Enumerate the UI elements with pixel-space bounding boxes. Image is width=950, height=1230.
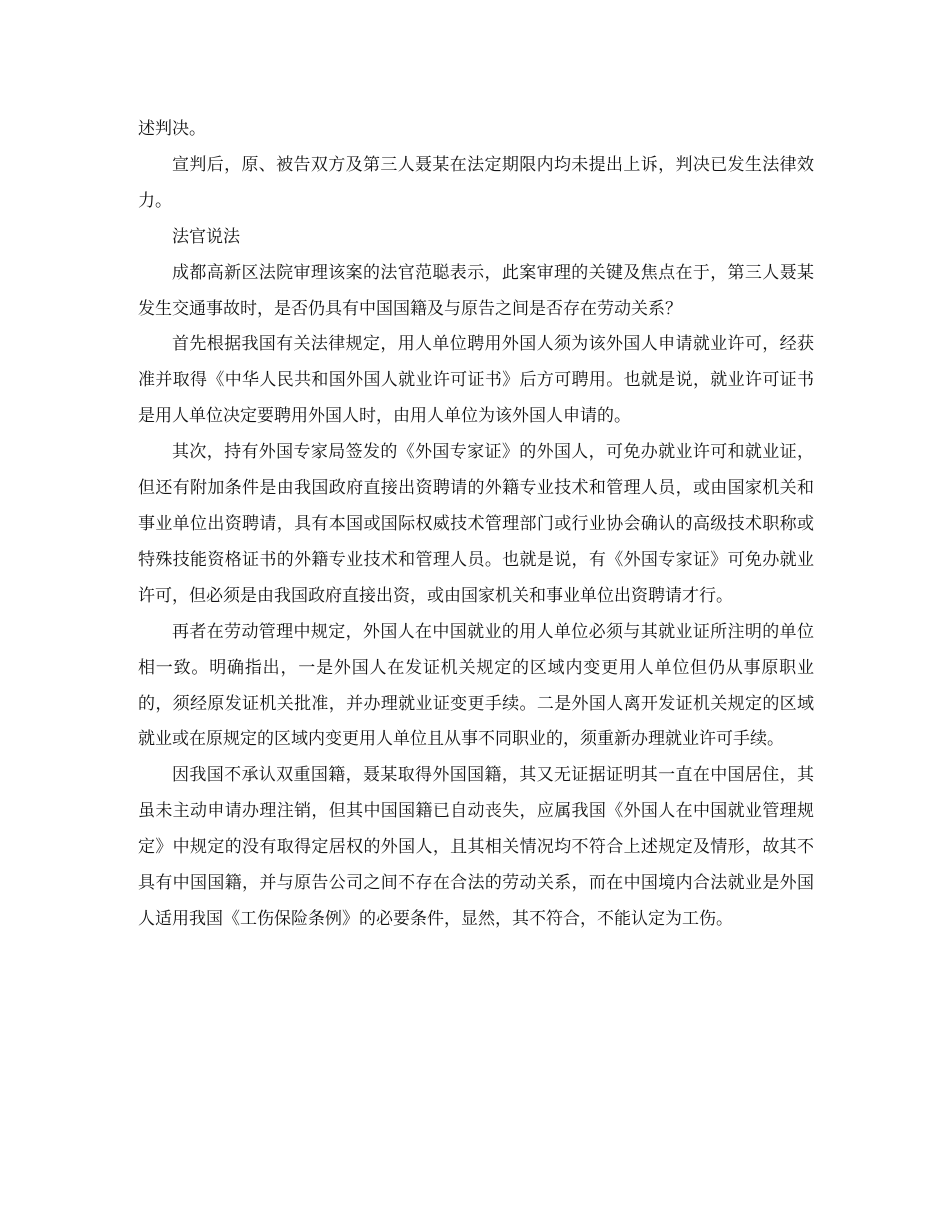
paragraph-8: 因我国不承认双重国籍，聂某取得外国国籍，其又无证据证明其一直在中国居住，其虽未主动申请办理注销，但其中国国籍已自动丧失，应属我国《外国人在中国就业管理规定》中规定的没有取得定居权的外国人，且其相关情况均不符合上述规定及情形，故其不具有中国国籍，并与原告公司之间不存在合法的劳动关系，而在中国境内合法就业是外国人适用我国《工伤保险条例》的必要条件，显然，其不符合，不能认定为工伤。 bbox=[138, 765, 814, 929]
paragraph-4: 成都高新区法院审理该案的法官范聪表示，此案审理的关键及焦点在于，第三人聂某发生交通事故时，是否仍具有中国国籍及与原告之间是否存在劳动关系？ bbox=[138, 262, 814, 319]
document-body bbox=[138, 112, 814, 938]
paragraph-2: 宣判后，原、被告双方及第三人聂某在法定期限内均未提出上诉，判决已发生法律效力。 bbox=[138, 154, 814, 211]
paragraph-7: 再者在劳动管理中规定，外国人在中国就业的用人单位必须与其就业证所注明的单位相一致。明确指出，一是外国人在发证机关规定的区域内变更用人单位但仍从事原职业的，须经原发证机关批准，并办理就业证变更手续。二是外国人离开发证机关规定的区域就业或在原规定的区域内变更用人单位且从事不同职业的，须重新办理就业许可手续。 bbox=[138, 621, 814, 750]
paragraph-6: 其次，持有外国专家局签发的《外国专家证》的外国人，可免办就业许可和就业证，但还有附加条件是由我国政府直接出资聘请的外籍专业技术和管理人员，或由国家机关和事业单位出资聘请，具有本国或国际权威技术管理部门或行业协会确认的高级技术职称或特殊技能资格证书的外籍专业技术和管理人员。也就是说，有《外国专家证》可免办就业许可，但必须是由我国政府直接出资，或由国家机关和事业单位出资聘请才行。 bbox=[138, 442, 814, 606]
section-heading-judge-comment: 法官说法 bbox=[172, 226, 240, 247]
paragraph-5: 首先根据我国有关法律规定，用人单位聘用外国人须为该外国人申请就业许可，经获准并取得《中华人民共和国外国人就业许可证书》后方可聘用。也就是说，就业许可证书是用人单位决定要聘用外国人时，由用人单位为该外国人申请的。 bbox=[138, 334, 814, 427]
paragraph-1: 述判决。 bbox=[138, 119, 206, 139]
